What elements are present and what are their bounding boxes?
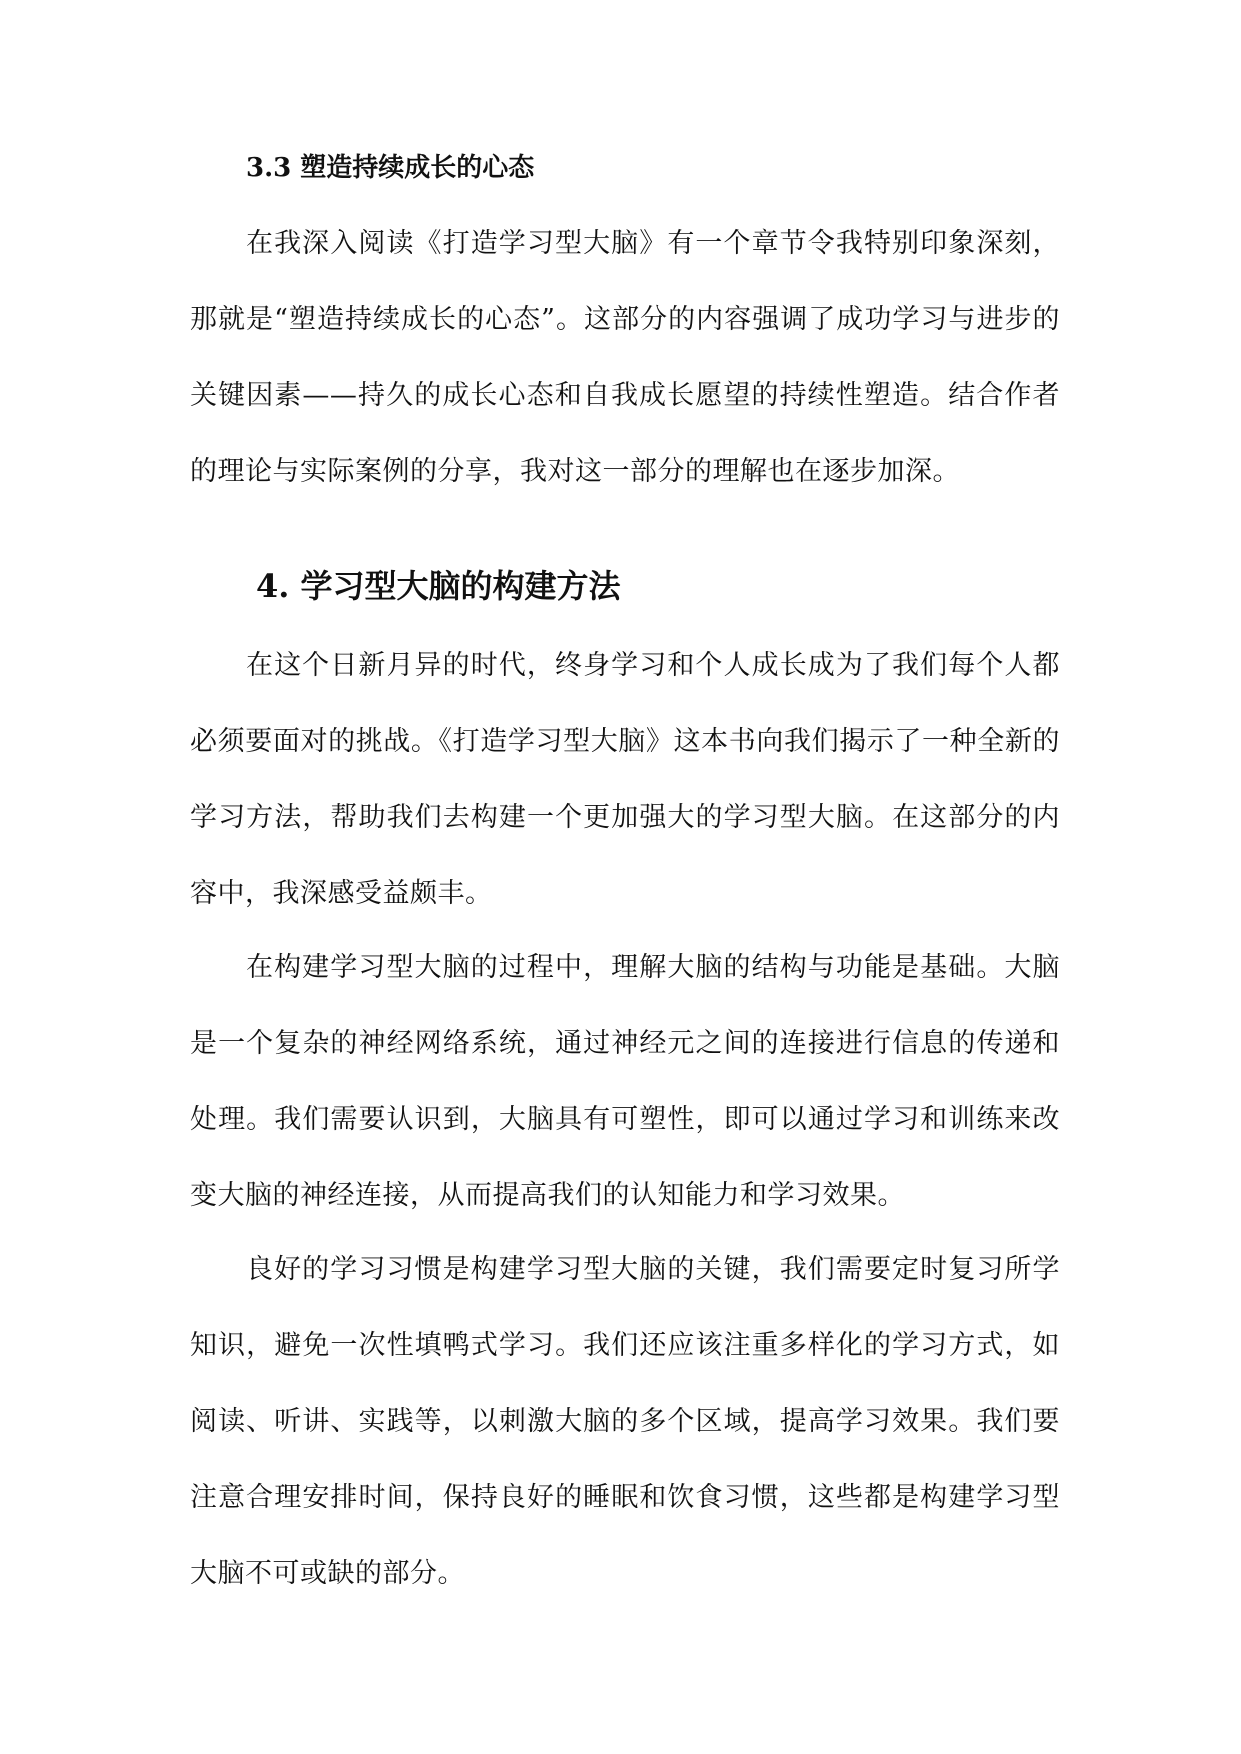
paragraph-4-1: 在这个日新月异的时代，终身学习和个人成长成为了我们每个人都必须要面对的挑战。《打造学习型大脑》这本书向我们揭示了一种全新的学习方法，帮助我们去构建一个更加强大的学习型大脑。在这部分的内容中，我深感受益颇丰。: [190, 650, 1060, 909]
paragraph-4-3: 良好的学习习惯是构建学习型大脑的关键，我们需要定时复习所学知识，避免一次性填鸭式学习。我们还应该注重多样化的学习方式，如阅读、听讲、实践等，以刺激大脑的多个区域，提高学习效果。我们要注意合理安排时间，保持良好的睡眠和饮食习惯，这些都是构建学习型大脑不可或缺的部分。: [190, 1254, 1060, 1589]
section-heading-4: 4. 学习型大脑的构建方法: [256, 567, 621, 605]
section-heading-3-3: 3.3 塑造持续成长的心态: [246, 153, 535, 183]
paragraph-4-2: 在构建学习型大脑的过程中，理解大脑的结构与功能是基础。大脑是一个复杂的神经网络系统，通过神经元之间的连接进行信息的传递和处理。我们需要认识到，大脑具有可塑性，即可以通过学习和训练来改变大脑的神经连接，从而提高我们的认知能力和学习效果。: [190, 952, 1060, 1211]
paragraph-3-3: 在我深入阅读《打造学习型大脑》有一个章节令我特别印象深刻，那就是“塑造持续成长的心态”。这部分的内容强调了成功学习与进步的关键因素——持久的成长心态和自我成长愿望的持续性塑造。结合作者的理论与实际案例的分享，我对这一部分的理解也在逐步加深。: [190, 228, 1060, 487]
